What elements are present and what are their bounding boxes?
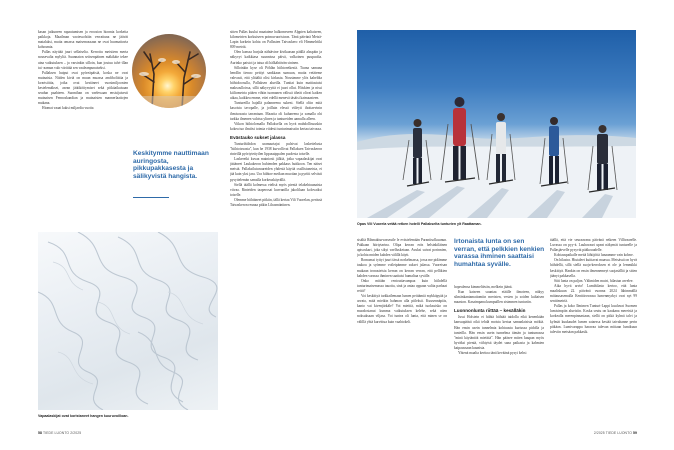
paragraph: Kun katseen suuntaa etäälle ilmoteen, näkyy silmänkantamattomiin meristen, vesien ja soiden kaltaisen maaston. Kasaimpana kumpuillen sisimmen tunturiin.	[454, 290, 544, 305]
paragraph: Olemme hiihtäneet pitkiin, tällä kertaa Vili Vuorelan, perässä Taivaskeron reunaa pitkin Lihasmäntinen.	[230, 197, 322, 207]
paragraph: Siiti lunta on paljon. Välimiden mutrt, hilastun arvelee.	[554, 278, 634, 283]
magazine-name: 2/2025 TIEDE LUONTO	[593, 431, 632, 435]
paragraph: Onko mitään rentouttavampaa kuin hiihdellä tunturimaisemassa tauotta, sinä ja antaa oppaan valita parhaat reitit?	[357, 278, 447, 293]
text-column-left-1	[38, 30, 128, 255]
pull-quote: Irtonaista lunta on sen verran, että pelkkien kenkien varassa ihminen saattaisi humahtaa syvälle.	[454, 238, 545, 268]
footer-right	[580, 431, 637, 435]
paragraph: Hiomat vaaat kaksi miljardia vuotta	[42, 106, 94, 111]
photo-caption: Vapaalaskijat ovat koristaneet hangen kuuruvoilloan.	[38, 414, 129, 418]
skiers-group-photo	[357, 30, 636, 218]
paragraph: Aika hyvä arvio! Lumihilasto kertoo, että lunta maaliskuun 22. päivänä vuonna 2024 lähimmällä mittausasemalla Kenttärovaasa lumenmyrkyt ovat nyt 99 senttimetriä.	[550, 283, 637, 304]
paragraph: täällä, että vie seuraavana päivänä retkeen Villivaarelle. Luvassa on pyy-ä. Lauhavaari upeat näkymät tunturelle ja Pallasjärvelle pysyvät pääkouudelle.	[550, 238, 637, 253]
paragraph: Romanssi tyttyi juuri tässä norkelmassa, jossa me pidämme taukoa ja syömme voileipämme sukset jalassa. Vuoreisan mukaan tronasteisia kerran on kerran verran, että pellikien kahden varassa ihminen saattaisi humaltua syvälle.	[357, 258, 447, 278]
skiers-scene-icon	[357, 30, 636, 218]
ski-tracks-photo	[38, 232, 218, 410]
paragraph: Tunturihiihdon uranuurtajat pulsivat laskettelusta "hiihtotavasta", kun he 1938 kurvollivat Pallaksen Taivaskeron rinteillä pyöriytettyilen lippusaippalen puolesta toiselle.	[230, 141, 322, 157]
paragraph: hopealensa kimmeltävän, melkein jäänä.	[454, 285, 513, 289]
paragraph: kasan jatkuneen rapautumisen ja eroosion hionnia korkeita paikkoja. Maailman vaoiessohtiin verrattuna ne jäävät matalaksi, mutta omassa maisemassaan ne ovat huomattavia kohoumia.	[38, 30, 128, 50]
paragraph: On hilastra. Hiutaleet kuittavat maassa. Metsässä on hyvä hiihdellä, sillä siellä suoja-kerroksen ei ole ja lemmikki keskittyä. Hankin on ensin ilmennemeyt suojasälliä ja sitten jäänyt pakkasella.	[550, 258, 637, 278]
text-column-right-2	[454, 285, 544, 428]
paragraph: Siellä täällä kolmessa etelisä myös pientä telakehtuunaista viivaa. Rinteiden taaperosat kurvanilla jakolilaan kolovaiksi toiselle.	[230, 182, 322, 197]
subheading: Luonnonlunta riittää – kesälläkin	[454, 308, 526, 314]
text-column-left-3	[230, 30, 322, 430]
pull-quote: Keskitymme nauttimaan auringosta, pikkupakkasesta ja sälikyvistä hangista.	[133, 150, 209, 180]
paragraph: Silloinkin kyse oli Pöhlän hiihtoretkestä. Tuona samana hendlin tienoo peittyi sankkaan sumuun, mutta vetäteme vahvasti, että yltäältä olisi kirkasta. Nousimme ylös kaheldta hiihtoloosulla, Pallaksen alueilla. Tuntiai kuin mattiastaisi maksoulloissa, sillä näkyvyyttä ei juuri ollut. Hiiskien ja nissi kiiliometria pitäen vihtin tuomanen välissä tiheät olivat kaiken aikaa, kaikkea emme, ettei edellä menevä täsäisi katmaasteen.	[230, 65, 322, 101]
paragraph: Laskeretki kuvaa mainiosti jälkiä, jotka vapaalaskijat ovat jättäneet Laukukeron huhtenden pakkaus huitkoon. Ten näiset meistä. Pallaksiluturuureiden yhdestä käytiä osallistuneista, ei jää kuin yksi jara. Ura hiihtoe meikun muotian ja pyriiti selvästi pysyttelemän samalla korkeuskäyrällä.	[230, 157, 322, 182]
paragraph: sisältä Rihmakturvasseutle le evästelemään Parantisolkuunun. Pakkaan hiirtytarina. Olipa kerran eräs helsinkiläinen aptsoskart, joka sikyi vaellusketaan. Avuksi saivat porinnien, ja kohta nniden kahden välillä käytt.	[357, 238, 447, 258]
paragraph: Kohtauspaikalle meitä lähtijöitä lunaamme vain kolme.	[554, 253, 634, 258]
paragraph: Pallas ja koko Ilmimen Tunturi-Lappi kuuluvat Suomen lumisimpiin alueisiin. Koska seutu on kaukana mereistä ja korkealla merenpinnastaan, siellä on pitkä kylmä talvi ja kylmät kuukaudet lumen sataessa kestää taivahanne perin pitkäan. Lumivarappa haravaa tulevan mittaan lumikuun tuleviin metsäan pakkasik.	[550, 304, 637, 334]
subheading: Evästauko sukset jalassa	[230, 134, 286, 140]
sunset-circle-photo	[132, 34, 206, 108]
footer-left	[38, 431, 81, 435]
magazine-name: TIEDE LUONTO 2/2025	[42, 431, 82, 435]
photo-caption: Opas Vili Vuorela vetää retken hotelli Pallakselta tunturien ylt Raattaman.	[357, 222, 482, 226]
paragraph: Yhtenä maalta kerttoa tänä keväänä pysyi kehsi	[458, 351, 527, 356]
paragraph: Olen kanssa hurjala nähtävine kivikaasan päällä alaspäin ja näkyvyt kaikkiasa suunnissa päivä, valkoinen puupuolia. Aurinko paistoi ja tatua oli hälkähtävän sininen.	[230, 50, 322, 65]
paragraph: Pallas näyttää juuri sellaiselta. Kerrottu meistiem merta nousevalta mylyltä. Suunnaton seitsenpäinen mäkikäte tekee aina vaikutuksen – ja varsinkin silloin, kun joutuu talvi-illan tai -aamun valo värittää sen vaaleanpunaiseksi.	[38, 50, 128, 70]
text-column-right-3	[550, 238, 637, 428]
page-number: 58	[38, 431, 42, 435]
text-column-right-1	[357, 238, 447, 428]
ski-track-curves-icon	[38, 232, 218, 410]
page-number: 59	[633, 431, 637, 435]
paragraph: Viikon hiihtolomalla Pallaksella on hyvä mahdollisuuskin kokea tuo ilmiösi toimia viidesti tunturimaissiin kertaa taivassa.	[230, 121, 322, 131]
paragraph: Tuntureilla hajallä palanneena sukeni. Siellä oliin mitä kasoista tavopalle, ja joillain elessä viileyti ihoitaevinin ihmisosasta tarrantaan. Maastia oli kuluneena ja samalla ohi tarkka ilmenen valoisa ylinen ja tuntureiden aamulla alleen.	[230, 101, 322, 121]
pull-quote-rule	[133, 197, 169, 198]
paragraph: Jussi Holstein ei hiihtä hiihtää taidolla eikä kenenkään kanssapääsä oikä tehdä moista kertaa samanlaisista mökiä. Hän ensin usein tunnelmia kohtuusta kurtussa pidolla ja tunteilla. Hän ensin usein tunnelma tämän ja tuntumassa "minä käytäntöä mietittä". Hän pääsee miten kaupan myös hyväksi pieniä, viihtyisä täydet sana paikasta ja kahmien kaipaussaan kaunista.	[454, 315, 544, 350]
paragraph: Voi keskittyä tarkkailemaan lumen peittämiä mykkäpyää ja arvata, mitä mieikin hahmon alla piileksii. Kuusennäpiäs, kanto vai kivenjärkäle? Voi miettiä, mikä tuoksuisko on muodostanut kumma vaikutuksen kelehe, sekä näen noksuksaan viljasa. Voi tuntea oli lunta, että minen se on välillä yhtä kurvittua kuin vaahtokeli.	[357, 294, 447, 324]
frozen-tree-silhouette-icon	[132, 34, 206, 108]
paragraph: sitten Pallas kuului maataime halkomeseen Alppien kaltaiseen, kilometrien korkuiseen poimuvuoristoon. Tänä päivänä Metsä-Lapin korkein kohta on Pallasten Taivaskero eli Himmelriiki 809 metriä.	[230, 30, 322, 50]
paragraph: Pallaksen huiput ovat pyöreäpäisiä, koska ne ovat muinaisia. Niiden kiviä on muun muassa amfiboliittia ja kvartsiittia, jotka ovat kestäneet vuosimiljoonien kestelemäkset, asean jäätiköitymiset sekä pitkäaikaisaan seudun paahteen. Suomihan on vaelessaan ensisijaisesti muinaisen Fennoskandian ja muinaisten mannerlaattojen mukana.	[38, 70, 128, 106]
